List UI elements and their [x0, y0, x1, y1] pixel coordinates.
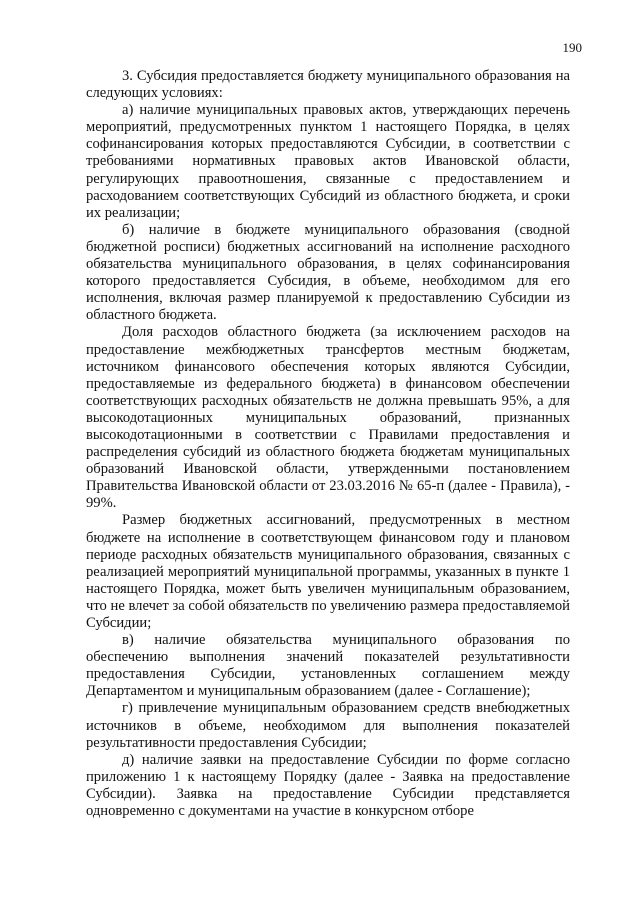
page-number: 190 — [562, 40, 582, 55]
paragraph-allocation-size: Размер бюджетных ассигнований, предусмотренных в местном бюджете на исполнение в соответствующем финансовом году и плановом периоде расходных обязательств муниципального образования, связанных с реализацией мероприятий муниципальной программы, указанных в пункте 1 настоящего Порядка, может быть увеличен муниципальным образованием, что не влечет за собой обязательств по увеличению размера предоставляемой Субсидии; — [86, 512, 570, 631]
document-body — [86, 68, 570, 820]
paragraph-condition-b: б) наличие в бюджете муниципального образования (сводной бюджетной росписи) бюджетных ассигнований на исполнение расходного обязательства муниципального образования, в целях софинансирования которого предоставляется Субсидия, в объеме, необходимом для его исполнения, включая размер планируемой к предоставлению Субсидии из областного бюджета. — [86, 221, 570, 324]
paragraph-condition-d: д) наличие заявки на предоставление Субсидии по форме согласно приложению 1 к настоящему Порядку (далее - Заявка на предоставление Субсидии). Заявка на предоставление Субсидии представляется одновременно с документами на участие в конкурсном отборе — [86, 751, 570, 820]
paragraph-condition-g: г) привлечение муниципальным образованием средств внебюджетных источников в объеме, необходимом для выполнения показателей результативности предоставления Субсидии; — [86, 700, 570, 751]
paragraph-condition-v: в) наличие обязательства муниципального образования по обеспечению выполнения значений показателей результативности предоставления Субсидии, установленных соглашением между Департаментом и муниципальным образованием (далее - Соглашение); — [86, 632, 570, 700]
paragraph-condition-intro: 3. Субсидия предоставляется бюджету муниципального образования на следующих условиях: — [86, 68, 570, 102]
paragraph-condition-a: а) наличие муниципальных правовых актов, утверждающих перечень мероприятий, предусмотренных пунктом 1 настоящего Порядка, в целях софинансирования которых предоставляются Субсидии, в соответствии с требованиями нормативных правовых актов Ивановской области, регулирующих правоотношения, связанные с предоставлением и расходованием соответствующих Субсидий из областного бюджета, и сроки их реализации; — [86, 102, 570, 221]
paragraph-budget-share: Доля расходов областного бюджета (за исключением расходов на предоставление межбюджетных трансфертов местным бюджетам, источником финансового обеспечения которых являются Субсидии, предоставляемые из федерального бюджета) в финансовом обеспечении соответствующих расходных обязательств не должна превышать 95%, а для высокодотационных муниципальных образований, признанных высокодотационными в соответствии с Правилами предоставления и распределения субсидий из областного бюджета бюджетам муниципальных образований Ивановской области, утвержденными постановлением Правительства Ивановской области от 23.03.2016 № 65-п (далее - Правила), - 99%. — [86, 324, 570, 512]
